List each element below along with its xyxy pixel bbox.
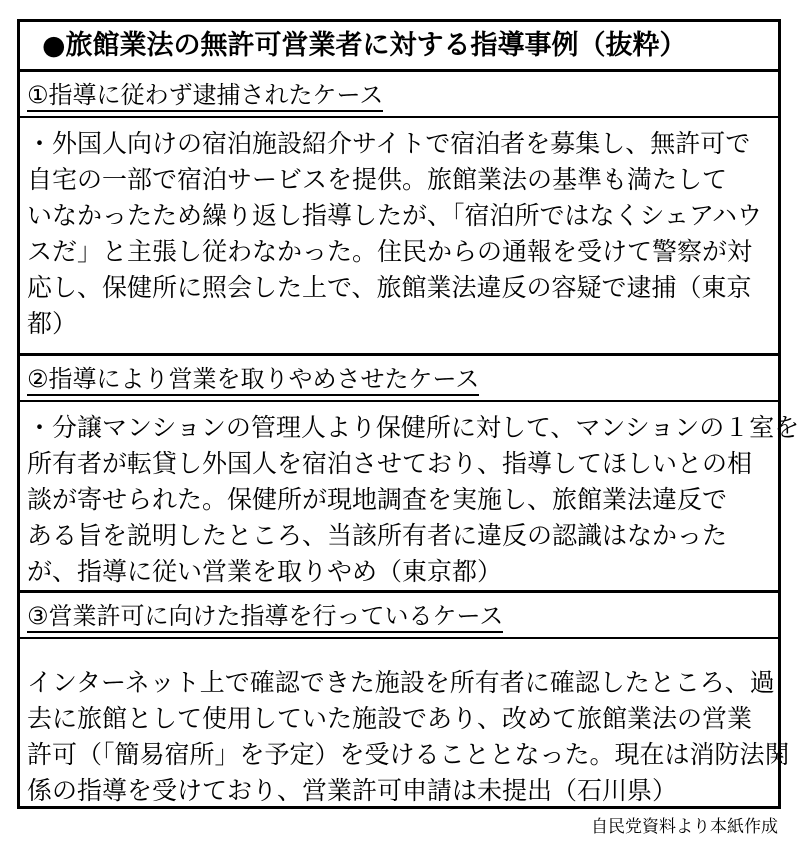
case-divider-3 <box>20 637 778 639</box>
case-section-1 <box>20 72 778 356</box>
case-section-2 <box>20 356 800 593</box>
case-divider-1 <box>20 116 778 118</box>
case-section-3 <box>20 593 790 806</box>
case-body-2: ・分譲マンションの管理人より保健所に対して、マンションの１室を 所有者が転貸し外国人を宿泊させており、指導してほしいとの相 談が寄せられた。保健所が現地調査を実施し、旅館業法違反で ある旨を説明したところ、当該所有者に違反の認識はなかった が、指導に従い営業を取りやめ（東京都） <box>27 413 800 586</box>
case-heading-1: ①指導に従わず逮捕されたケース <box>27 80 383 112</box>
case-heading-3: ③営業許可に向けた指導を行っているケース <box>27 601 503 633</box>
case-heading-2: ②指導により営業を取りやめさせたケース <box>27 364 479 396</box>
case-table <box>17 19 800 809</box>
case-divider-2 <box>20 400 778 402</box>
source-credit: 自民党資料より本紙作成 <box>591 817 778 837</box>
case-body-3: インターネット上で確認できた施設を所有者に確認したところ、過 去に旅館として使用していた施設であり、改めて旅館業法の営業 許可（「簡易宿所」を予定）を受けることとなった。現在は消防法関 係の指導を受けており、営業許可申請は未提出（石川県） <box>27 668 790 805</box>
case-body-1: ・外国人向けの宿泊施設紹介サイトで宿泊者を募集し、無許可で 自宅の一部で宿泊サービスを提供。旅館業法の基準も満たして いなかったため繰り返し指導したが、「宿泊所ではなくシェアハウ スだ」と主張し従わなかった。住民からの通報を受けて警察が対 応し、保健所に照会した上で、旅館業法違反の容疑で逮捕（東京 都） <box>27 129 763 338</box>
table-title: ●旅館業法の無許可営業者に対する指導事例（抜粋） <box>20 22 778 72</box>
